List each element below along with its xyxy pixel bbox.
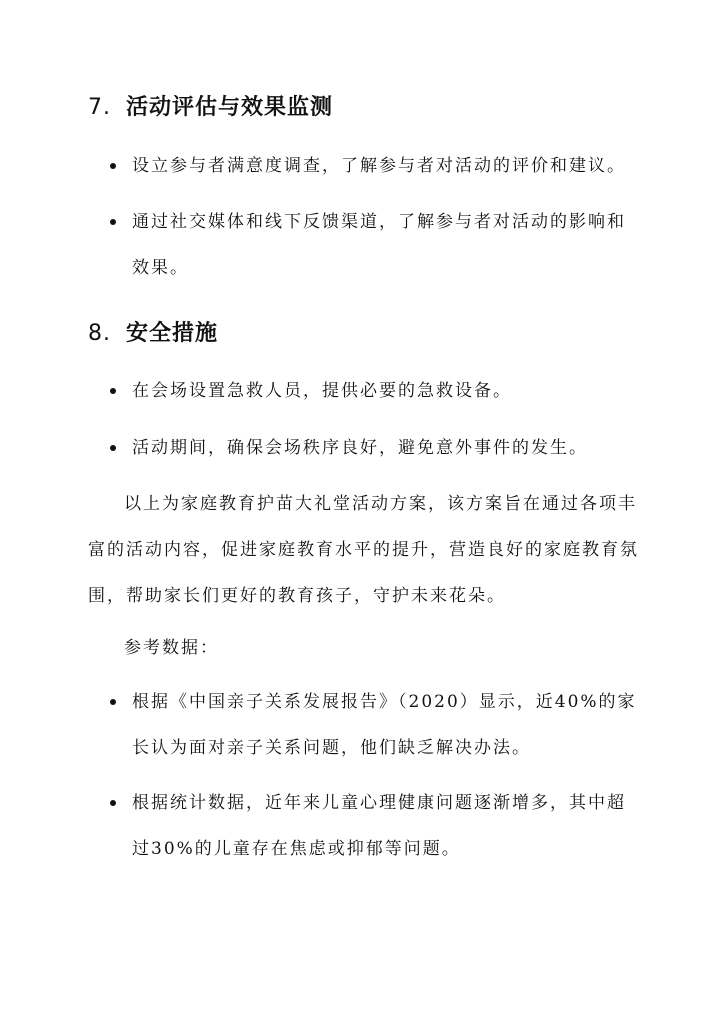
conclusion-line-3: 围，帮助家长们更好的教育孩子，守护未来花朵。 bbox=[88, 586, 506, 606]
list-item-text: 设立参与者满意度调查，了解参与者对活动的评价和建议。 bbox=[132, 156, 626, 176]
conclusion-line-1: 以上为家庭教育护苗大礼堂活动方案，该方案旨在通过各项丰 bbox=[124, 494, 637, 514]
list-item-text-continued: 长认为面对亲子关系问题，他们缺乏解决办法。 bbox=[132, 738, 531, 758]
bullet-icon bbox=[110, 163, 116, 169]
list-item-text: 根据《中国亲子关系发展报告》（2020）显示，近40%的家 bbox=[132, 692, 637, 712]
section-7-heading bbox=[88, 90, 333, 121]
list-item-text: 活动期间，确保会场秩序良好，避免意外事件的发生。 bbox=[132, 438, 588, 458]
conclusion-line-2: 富的活动内容，促进家庭教育水平的提升，营造良好的家庭教育氛 bbox=[88, 540, 639, 560]
list-item-text: 在会场设置急救人员，提供必要的急救设备。 bbox=[132, 381, 512, 401]
references-label: 参考数据： bbox=[124, 638, 219, 658]
bullet-icon bbox=[110, 445, 116, 451]
list-item-text-continued: 过30%的儿童存在焦虑或抑郁等问题。 bbox=[132, 839, 461, 859]
bullet-icon bbox=[110, 219, 116, 225]
section-7-number: 7. bbox=[88, 95, 111, 120]
bullet-icon bbox=[110, 800, 116, 806]
list-item-text: 根据统计数据，近年来儿童心理健康问题逐渐增多，其中超 bbox=[132, 793, 626, 813]
section-8-number: 8. bbox=[88, 321, 111, 346]
bullet-icon bbox=[110, 699, 116, 705]
list-item-text: 通过社交媒体和线下反馈渠道，了解参与者对活动的影响和 bbox=[132, 212, 626, 232]
bullet-icon bbox=[110, 388, 116, 394]
section-7-title: 活动评估与效果监测 bbox=[126, 95, 334, 120]
section-8-title: 安全措施 bbox=[126, 321, 219, 346]
list-item-text-continued: 效果。 bbox=[132, 258, 189, 278]
section-8-heading bbox=[88, 316, 218, 347]
